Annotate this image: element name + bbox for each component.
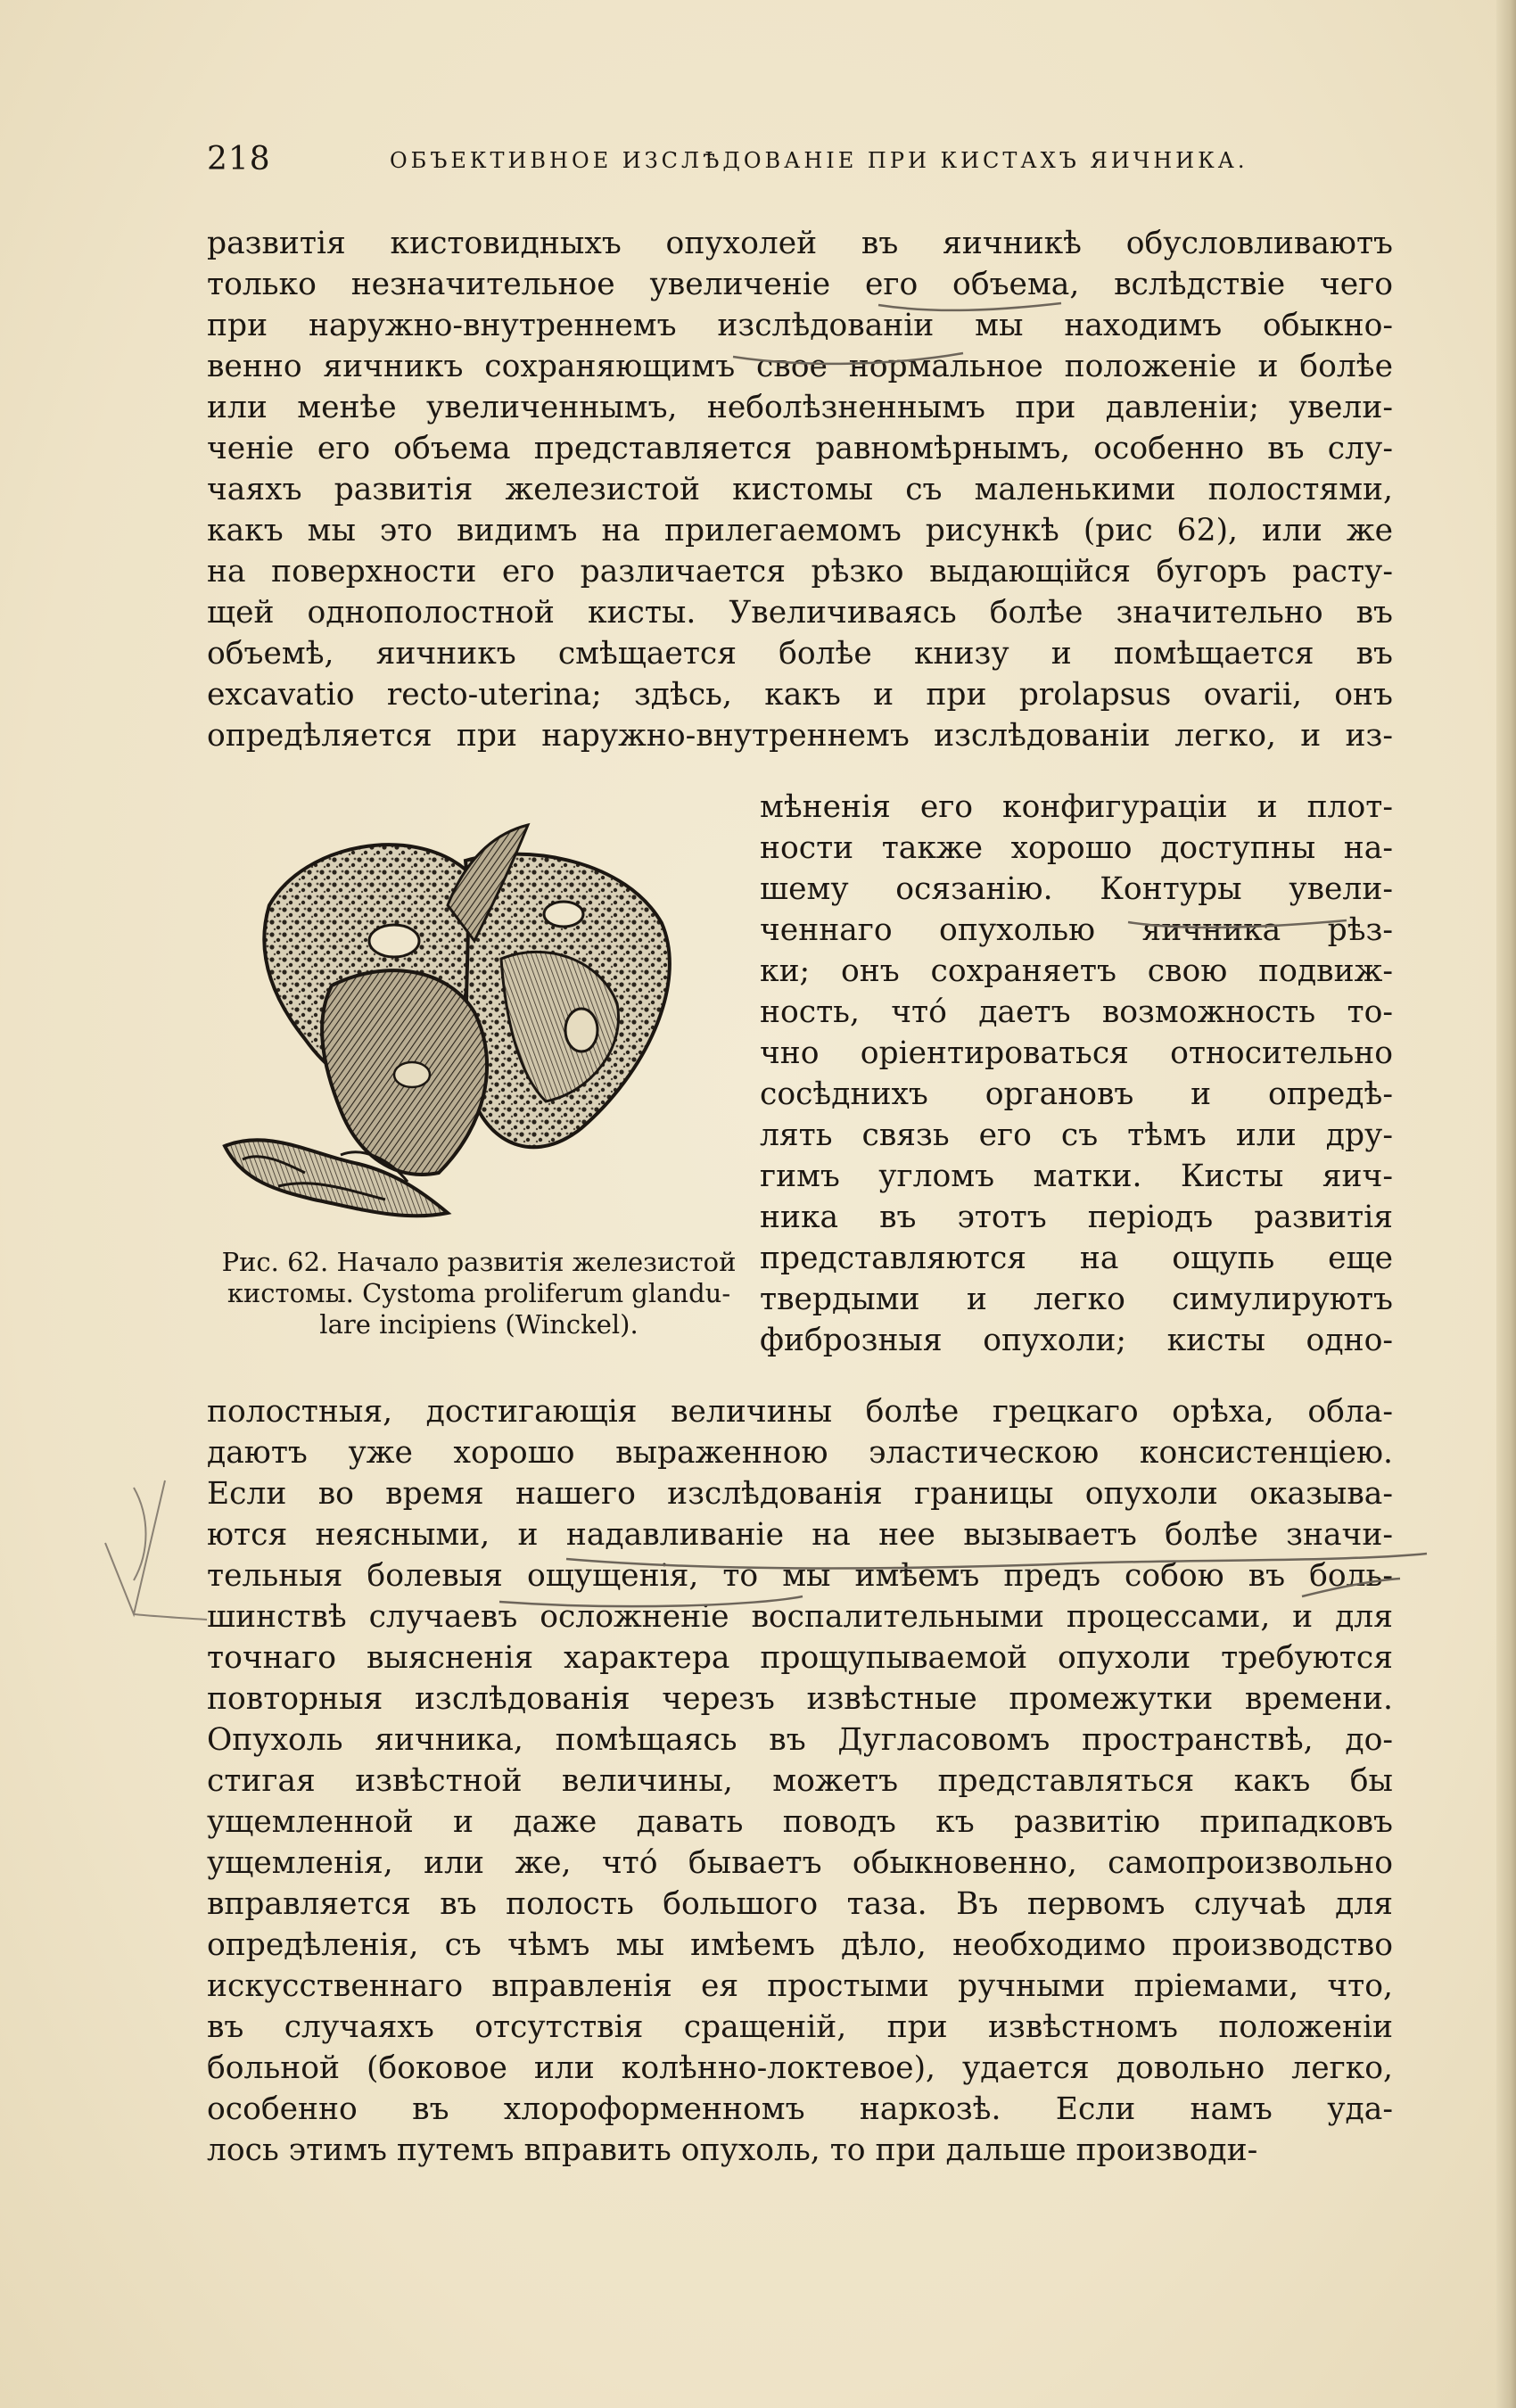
text-line: особенно въ хлороформенномъ наркозѣ. Если намъ уда- — [207, 2091, 1393, 2127]
page-header — [207, 134, 1393, 187]
text-line: только незначительное увеличеніе его объема, вслѣдствіе чего — [207, 267, 1393, 302]
page-edge — [1496, 0, 1516, 2408]
body-text-top — [207, 223, 1393, 756]
text-line: щей однополостной кисты. Увеличиваясь болѣе значительно въ — [207, 595, 1393, 631]
text-line: ности также хорошо доступны на- — [760, 830, 1393, 866]
text-line: ченнаго опухолью яичника рѣз- — [760, 912, 1393, 948]
text-line: точнаго выясненія характера прощупываемой опухоли требуются — [207, 1640, 1393, 1676]
text-line: даютъ уже хорошо выраженною эластическою консистенціею. — [207, 1435, 1393, 1471]
body-text-side-column — [760, 787, 1393, 1361]
text-line: шинствѣ случаевъ осложненіе воспалительными процессами, и для — [207, 1599, 1393, 1635]
text-line: ущемленія, или же, что́ бываетъ обыкновенно, самопроизвольно — [207, 1845, 1393, 1881]
text-line: твердыми и легко симулируютъ — [760, 1282, 1393, 1317]
text-line: представляются на ощупь еще — [760, 1241, 1393, 1276]
caption-line: Рис. 62. Начало развитія железистой — [221, 1247, 737, 1277]
text-line: ки; онъ сохраняетъ свою подвиж- — [760, 953, 1393, 989]
text-line: больной (боковое или колѣнно-локтевое), удается довольно легко, — [207, 2050, 1393, 2086]
text-line: развитія кистовидныхъ опухолей въ яичникѣ обусловливаютъ — [207, 226, 1393, 261]
text-line: Если во время нашего изслѣдованія границы опухоли оказыва- — [207, 1476, 1393, 1512]
text-line: на поверхности его различается рѣзко выдающійся бугоръ расту- — [207, 554, 1393, 590]
running-title: ОБЪЕКТИВНОЕ ИЗСЛѢДОВАНІЕ ПРИ КИСТАХЪ ЯИЧНИКА. — [390, 148, 1248, 173]
text-line: шему осязанію. Контуры увели- — [760, 871, 1393, 907]
text-line: сосѣднихъ органовъ и опредѣ- — [760, 1076, 1393, 1112]
caption-line: кистомы. Cystoma proliferum glandu- — [227, 1278, 731, 1308]
text-line: объемѣ, яичникъ смѣщается болѣе книзу и помѣщается въ — [207, 636, 1393, 672]
caption-line: lare incipiens (Winckel). — [319, 1309, 639, 1340]
text-line: Опухоль яичника, помѣщаясь въ Дугласовомъ пространствѣ, до- — [207, 1722, 1393, 1758]
page-number: 218 — [207, 141, 271, 177]
figure-62-illustration — [207, 807, 751, 1235]
text-line: при наружно-внутреннемъ изслѣдованіи мы находимъ обыкно- — [207, 308, 1393, 343]
text-line: въ случаяхъ отсутствія сращеній, при извѣстномъ положеніи — [207, 2009, 1393, 2045]
text-line: вправляется въ полость большого таза. Въ первомъ случаѣ для — [207, 1886, 1393, 1922]
text-line: мѣненія его конфигураціи и плот- — [760, 789, 1393, 825]
text-line: опредѣляется при наружно-внутреннемъ изслѣдованіи легко, и из- — [207, 718, 1393, 754]
text-line: гимъ угломъ матки. Кисты яич- — [760, 1159, 1393, 1194]
text-line: какъ мы это видимъ на прилегаемомъ рисункѣ (рис 62), или же — [207, 513, 1393, 548]
text-line: или менѣе увеличеннымъ, неболѣзненнымъ при давленіи; увели- — [207, 390, 1393, 425]
text-line: искусственнаго вправленія ея простыми ручными пріемами, что, — [207, 1968, 1393, 2004]
text-line: тельныя болевыя ощущенія, то мы имѣемъ предъ собою въ боль- — [207, 1558, 1393, 1594]
text-line: повторныя изслѣдованія черезъ извѣстные промежутки времени. — [207, 1681, 1393, 1717]
text-line: ются неясными, и надавливаніе на нее вызываетъ болѣе значи- — [207, 1517, 1393, 1553]
figure-caption — [198, 1247, 760, 1340]
ovary-cystoma-engraving — [207, 807, 751, 1235]
text-line: опредѣленія, съ чѣмъ мы имѣемъ дѣло, необходимо производство — [207, 1927, 1393, 1963]
text-line: чаяхъ развитія железистой кистомы съ маленькими полостями, — [207, 472, 1393, 507]
text-line: excavatio recto-uterina; здѣсь, какъ и при prolapsus ovarii, онъ — [207, 677, 1393, 713]
text-line: лять связь его съ тѣмъ или дру- — [760, 1117, 1393, 1153]
text-line: ника въ этотъ періодъ развитія — [760, 1200, 1393, 1235]
body-text-bottom — [207, 1391, 1393, 2171]
text-line: лось этимъ путемъ вправить опухоль, то при дальше производи- — [207, 2132, 1258, 2168]
text-line: чно оріентироваться относительно — [760, 1035, 1393, 1071]
text-line: ущемленной и даже давать поводъ къ развитію припадковъ — [207, 1804, 1393, 1840]
text-line: ность, что́ даетъ возможность то- — [760, 994, 1393, 1030]
text-line: венно яичникъ сохраняющимъ свое нормальное положеніе и болѣе — [207, 349, 1393, 384]
text-line: ченіе его объема представляется равномѣрнымъ, особенно въ слу- — [207, 431, 1393, 466]
text-line: фиброзныя опухоли; кисты одно- — [760, 1323, 1393, 1358]
text-line: полостныя, достигающія величины болѣе грецкаго орѣха, обла- — [207, 1394, 1393, 1430]
text-line: стигая извѣстной величины, можетъ представляться какъ бы — [207, 1763, 1393, 1799]
